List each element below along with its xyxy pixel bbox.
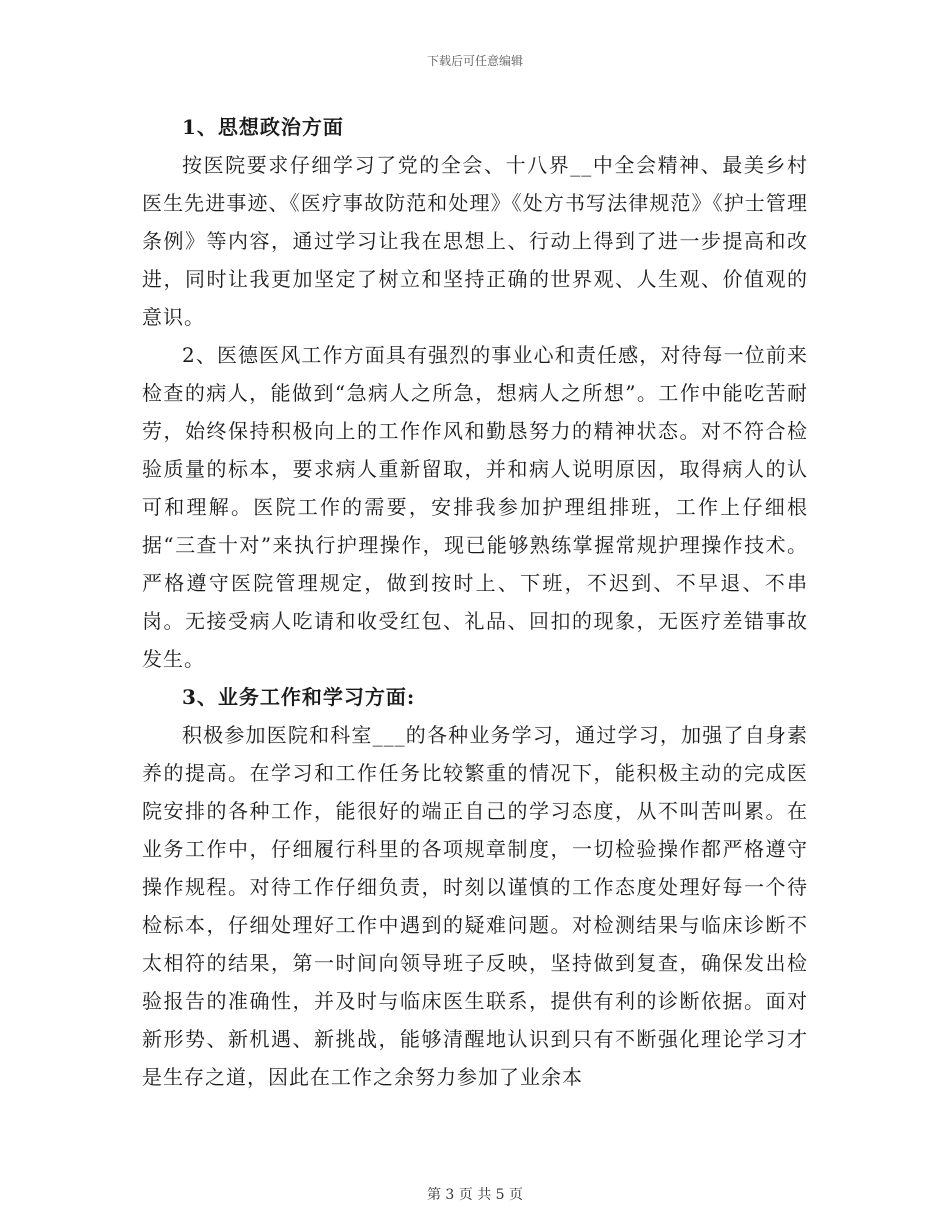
page-number: 第 3 页 共 5 页 bbox=[426, 1187, 524, 1203]
section-heading-politics: 1、思想政治方面 bbox=[182, 115, 344, 139]
paragraph-politics: 按医院要求仔细学习了党的全会、十八界__中全会精神、最美乡村医生先进事迹、《医疗事故防范和处理》《处方书写法律规范》《护士管理条例》等内容，通过学习让我在思想上、行动上得到了进一步提高和改进，同时让我更加坚定了树立和坚持正确的世界观、人生观、价值观的意识。 bbox=[142, 153, 808, 329]
section-heading-work-study: 3、业务工作和学习方面: bbox=[182, 685, 416, 709]
page-header: 下载后可任意编辑 bbox=[426, 54, 523, 68]
document-body bbox=[142, 108, 808, 1096]
paragraph-medical-ethics: 2、医德医风工作方面具有强烈的事业心和责任感，对待每一位前来检查的病人，能做到“急病人之所急，想病人之所想”。工作中能吃苦耐劳，始终保持积极向上的工作作风和勤恳努力的精神状态。对不符合检验质量的标本，要求病人重新留取，并和病人说明原因，取得病人的认可和理解。医院工作的需要，安排我参加护理组排班，工作上仔细根据“三查十对”来执行护理操作，现已能够熟练掌握常规护理操作技术。严格遵守医院管理规定，做到按时上、下班，不迟到、不早退、不串岗。无接受病人吃请和收受红包、礼品、回扣的现象，无医疗差错事故发生。 bbox=[142, 343, 808, 671]
paragraph-work-study: 积极参加医院和科室___的各种业务学习，通过学习，加强了自身素养的提高。在学习和工作任务比较繁重的情况下，能积极主动的完成医院安排的各种工作，能很好的端正自己的学习态度，从不叫苦叫累。在业务工作中，仔细履行科里的各项规章制度，一切检验操作都严格遵守操作规程。对待工作仔细负责，时刻以谨慎的工作态度处理好每一个待检标本，仔细处理好工作中遇到的疑难问题。对检测结果与临床诊断不太相符的结果，第一时间向领导班子反映，坚持做到复查，确保发出检验报告的准确性，并及时与临床医生联系，提供有利的诊断依据。面对新形势、新机遇、新挑战，能够清醒地认识到只有不断强化理论学习才是生存之道，因此在工作之余努力参加了业余本 bbox=[142, 723, 808, 1089]
